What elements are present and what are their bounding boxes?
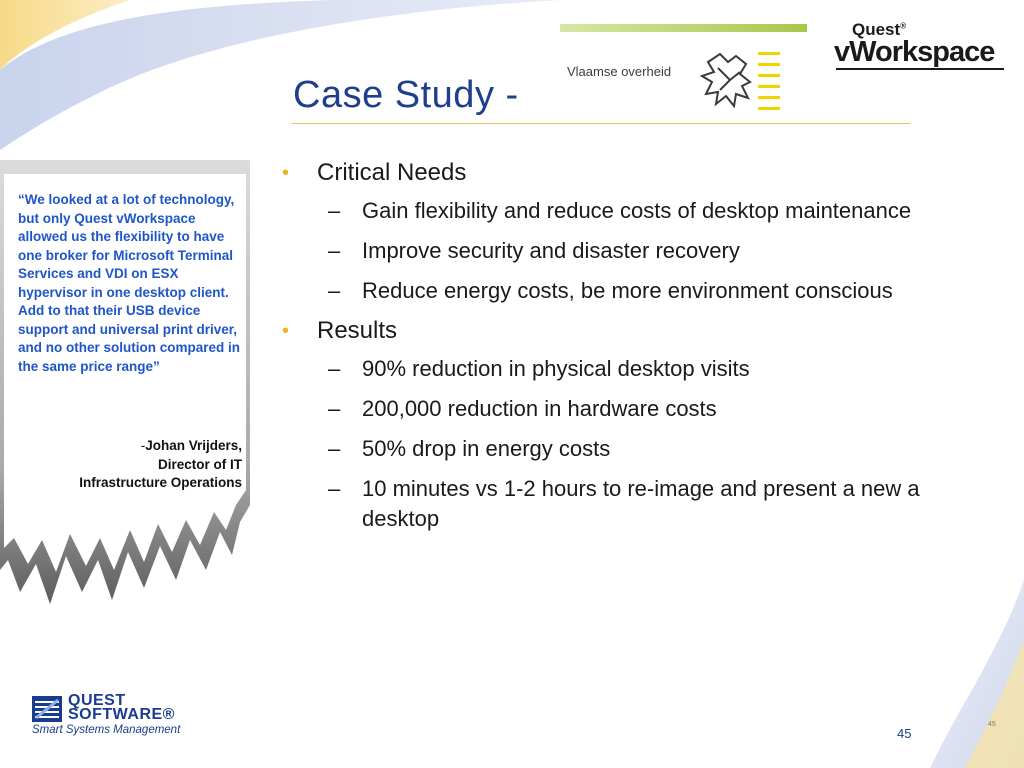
lion-icon	[700, 50, 756, 110]
bullet-icon: •	[282, 320, 290, 342]
attribution-name: Johan Vrijders,	[145, 438, 242, 453]
list-item: – 50% drop in energy costs	[328, 436, 611, 461]
customer-quote: “We looked at a lot of technology, but only Quest vWorkspace allowed us the flexibility to have one broker for Microsoft Terminal Services and VDI on ESX hypervisor in one desktop client. Add to that their USB device support and universal print driver, and no other solution compared in the same price range”	[18, 192, 241, 374]
bullet-icon: •	[282, 162, 290, 184]
footer-tagline: Smart Systems Management	[32, 724, 181, 736]
title-divider	[292, 123, 910, 124]
attribution-title: Director of IT	[157, 456, 242, 472]
section-heading-critical-needs: • Critical Needs	[282, 159, 467, 186]
slide-title: Case Study -	[293, 74, 519, 116]
brand-quest-text: Quest®	[852, 20, 907, 39]
vworkspace-logo	[834, 20, 1004, 68]
slide-content	[282, 158, 1002, 544]
page-number: 45	[897, 726, 912, 741]
attribution-dept: Infrastructure Operations	[79, 475, 242, 490]
quote-attribution	[30, 437, 242, 493]
partner-logo-name: Vlaamse overheid	[567, 64, 672, 79]
list-item: – Reduce energy costs, be more environment conscious	[328, 278, 893, 303]
list-item: – 90% reduction in physical desktop visits	[328, 356, 750, 381]
list-item: – 200,000 reduction in hardware costs	[328, 396, 717, 421]
quest-software-logo	[32, 694, 212, 740]
quest-logo-mark-icon	[32, 696, 62, 722]
partner-logo-stripes	[758, 52, 780, 118]
list-item: – 10 minutes vs 1-2 hours to re-image and present a new a desktop	[328, 476, 920, 531]
page-number-small: 45	[988, 721, 996, 728]
partner-logo	[560, 24, 807, 118]
list-item: – Gain flexibility and reduce costs of desktop maintenance	[328, 198, 912, 223]
brand-product-text: vWorkspace	[834, 36, 995, 68]
footer-logo-line2: SOFTWARE®	[68, 706, 175, 723]
footer-logo-line1: QUEST	[68, 692, 126, 709]
brand-underline	[836, 68, 1004, 70]
section-heading-results: • Results	[282, 317, 398, 344]
partner-logo-bar	[560, 24, 807, 32]
list-item: – Improve security and disaster recovery	[328, 238, 740, 263]
attribution-dash: -	[140, 438, 146, 453]
